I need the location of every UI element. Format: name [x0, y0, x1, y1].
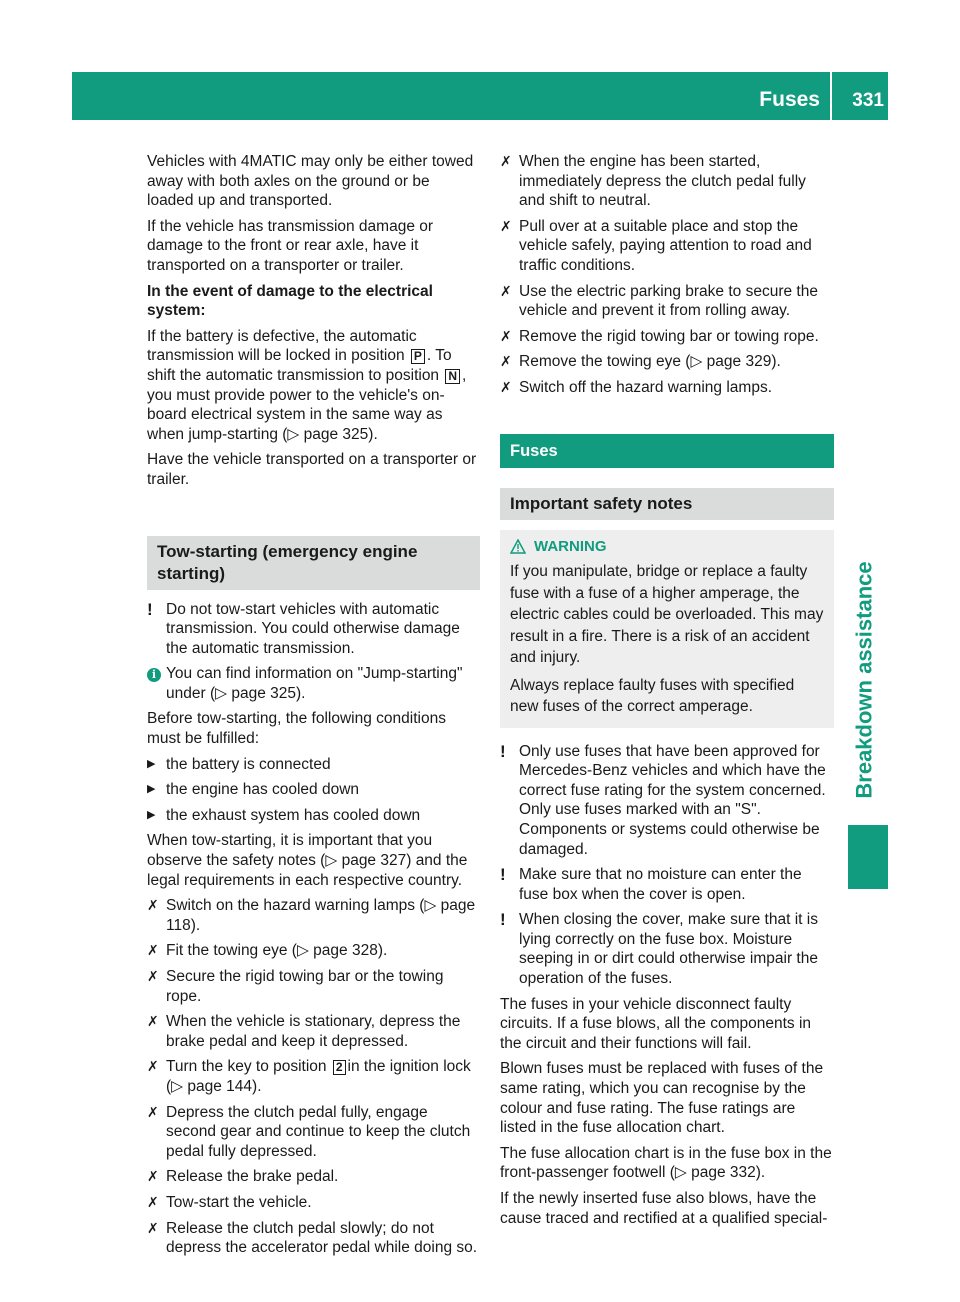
caution-note	[500, 742, 834, 860]
arrow-right-icon: ✗	[147, 1168, 159, 1185]
paragraph: When tow-starting, it is important that you observe the safety notes (▷ page 327) and the legal requirements in each respective country.	[147, 832, 468, 889]
step-text: Depress the clutch pedal fully, engage second gear and continue to keep the clutch pedal fully depressed.	[166, 1103, 471, 1160]
step-text: When the engine has been started, immediately depress the clutch pedal fully and shift to neutral.	[519, 153, 806, 210]
text: , you must provide power to the vehicle's on-board electrical system in the same way as when jump-starting (▷ page 325).	[147, 366, 467, 443]
paragraph	[147, 327, 480, 445]
arrow-right-icon: ✗	[147, 968, 159, 984]
step-item	[500, 217, 834, 276]
section-heading-fuses: Fuses	[500, 434, 834, 468]
header-bar	[72, 72, 888, 120]
info-icon: i	[147, 664, 163, 684]
step-item	[147, 941, 480, 961]
arrow-right-icon: ✗	[147, 1103, 159, 1120]
warning-label: WARNING	[534, 537, 607, 555]
info-note	[147, 664, 480, 703]
key-position-2: 2	[333, 1060, 346, 1075]
step-item	[500, 282, 834, 321]
arrow-right-icon: ✗	[500, 282, 512, 299]
step-text: Switch off the hazard warning lamps.	[519, 378, 773, 396]
gear-position-p: P	[411, 349, 425, 364]
arrow-right-icon: ✗	[500, 327, 512, 344]
step-text: in the ignition lock (▷ page 144).	[166, 1058, 471, 1095]
step-text: Tow-start the vehicle.	[166, 1193, 312, 1211]
bullet-icon: ▶	[147, 783, 156, 796]
step-item	[147, 967, 480, 1006]
info-text: You can find information on "Jump-starting" under (▷ page 325).	[166, 665, 463, 702]
exclamation-icon: !	[147, 599, 153, 619]
list-item-text: the exhaust system has cooled down	[166, 806, 421, 824]
arrow-right-icon: ✗	[500, 217, 512, 234]
arrow-right-icon: ✗	[147, 897, 159, 914]
step-text: Remove the towing eye (▷ page 329).	[519, 353, 781, 371]
list-item-text: the battery is connected	[166, 755, 331, 773]
arrow-right-icon: ✗	[147, 1013, 159, 1030]
header-title: Fuses	[759, 88, 820, 111]
step-item	[147, 1167, 480, 1187]
warning-text: If you manipulate, bridge or replace a faulty fuse with a fuse of a higher amperage, the electric cables could be overloaded. This may result in a fire. There is a risk of an accident and injury.	[510, 563, 824, 667]
side-tab	[845, 550, 885, 810]
side-tab-marker	[848, 825, 888, 889]
note-text: Make sure that no moisture can enter the fuse box when the cover is open.	[519, 866, 802, 903]
arrow-right-icon: ✗	[500, 378, 512, 395]
arrow-right-icon: ✗	[500, 153, 512, 169]
list-item-text: the engine has cooled down	[166, 781, 360, 799]
text: If the battery is defective, the automatic transmission will be locked in position	[147, 327, 417, 365]
step-item	[500, 378, 834, 398]
step-item	[500, 152, 834, 211]
step-text: Switch on the hazard warning lamps (▷ page 118).	[166, 897, 476, 934]
step-text: Fit the towing eye (▷ page 328).	[166, 942, 388, 960]
step-text: When the vehicle is stationary, depress the brake pedal and keep it depressed.	[166, 1013, 461, 1050]
paragraph: If the newly inserted fuse also blows, have the cause traced and rectified at a qualified special-	[500, 1190, 828, 1227]
subheading: In the event of damage to the electrical system:	[147, 282, 433, 320]
step-text: Release the clutch pedal slowly; do not depress the accelerator pedal while doing so.	[166, 1219, 478, 1257]
list-item	[147, 755, 480, 775]
step-text: Secure the rigid towing bar or the towing rope.	[166, 968, 444, 1005]
paragraph: Before tow-starting, the following conditions must be fulfilled:	[147, 710, 446, 748]
arrow-right-icon: ✗	[147, 1219, 159, 1236]
warning-triangle-icon	[510, 539, 526, 554]
note-text: When closing the cover, make sure that it is lying correctly on the fuse box. Moisture seeping in or dirt could otherwise impair the operation of the fuses.	[519, 911, 818, 988]
step-item	[500, 352, 834, 372]
section-heading-safety-notes: Important safety notes	[500, 488, 834, 520]
arrow-right-icon: ✗	[500, 353, 512, 370]
exclamation-icon: !	[500, 910, 506, 930]
bullet-icon: ▶	[147, 808, 156, 821]
step-item	[147, 1193, 480, 1213]
gear-position-n: N	[445, 369, 460, 384]
step-text: Turn the key to position	[166, 1058, 327, 1076]
header-divider	[830, 72, 832, 120]
list-item	[147, 780, 480, 800]
list-item	[147, 806, 480, 826]
step-item	[147, 1103, 480, 1162]
paragraph: The fuse allocation chart is in the fuse box in the front-passenger footwell (▷ page 332).	[500, 1144, 832, 1182]
paragraph: If the vehicle has transmission damage or damage to the front or rear axle, have it transported on a transporter or trailer.	[147, 217, 434, 274]
step-item	[147, 1057, 480, 1096]
left-column	[147, 152, 480, 1264]
arrow-right-icon: ✗	[147, 1193, 159, 1210]
paragraph: Blown fuses must be replaced with fuses of the same rating, which you can recognise by the colour and fuse rating. The fuse ratings are listed in the fuse allocation chart.	[500, 1060, 824, 1137]
note-text: Do not tow-start vehicles with automatic transmission. You could otherwise damage the automatic transmission.	[166, 600, 460, 657]
arrow-right-icon: ✗	[147, 1058, 159, 1075]
text: . To shift the automatic transmission to position	[147, 347, 452, 384]
caution-note	[500, 865, 834, 904]
page-number: 331	[852, 90, 884, 111]
step-text: Remove the rigid towing bar or towing rope.	[519, 327, 819, 345]
arrow-right-icon: ✗	[147, 942, 159, 959]
paragraph: Have the vehicle transported on a transporter or trailer.	[147, 451, 477, 488]
caution-note	[500, 910, 834, 988]
step-item	[147, 1219, 480, 1258]
bullet-icon: ▶	[147, 757, 156, 770]
side-tab-label: Breakdown assistance	[852, 561, 878, 799]
warning-title	[510, 536, 824, 558]
step-text: Use the electric parking brake to secure the vehicle and prevent it from rolling away.	[519, 282, 818, 320]
step-item	[147, 896, 480, 935]
exclamation-icon: !	[500, 865, 506, 885]
caution-note	[147, 600, 480, 659]
step-item	[147, 1012, 480, 1051]
exclamation-icon: !	[500, 741, 506, 761]
right-column	[500, 152, 834, 1234]
paragraph: Vehicles with 4MATIC may only be either towed away with both axles on the ground or be loaded up and transported.	[147, 153, 474, 210]
warning-text: Always replace faulty fuses with specified new fuses of the correct amperage.	[510, 676, 795, 716]
section-heading-tow-starting: Tow-starting (emergency engine starting)	[147, 536, 480, 590]
step-item	[500, 327, 834, 347]
warning-box	[500, 530, 834, 728]
step-text: Pull over at a suitable place and stop the vehicle safely, paying attention to road and traffic conditions.	[519, 217, 812, 274]
paragraph: The fuses in your vehicle disconnect faulty circuits. If a fuse blows, all the components in the circuit and their functions will fail.	[500, 995, 812, 1052]
note-text: Only use fuses that have been approved for Mercedes-Benz vehicles and which have the correct fuse rating for the system concerned. Only use fuses marked with an "S". Components or systems could otherwise be damaged.	[519, 742, 826, 858]
step-text: Release the brake pedal.	[166, 1168, 339, 1186]
